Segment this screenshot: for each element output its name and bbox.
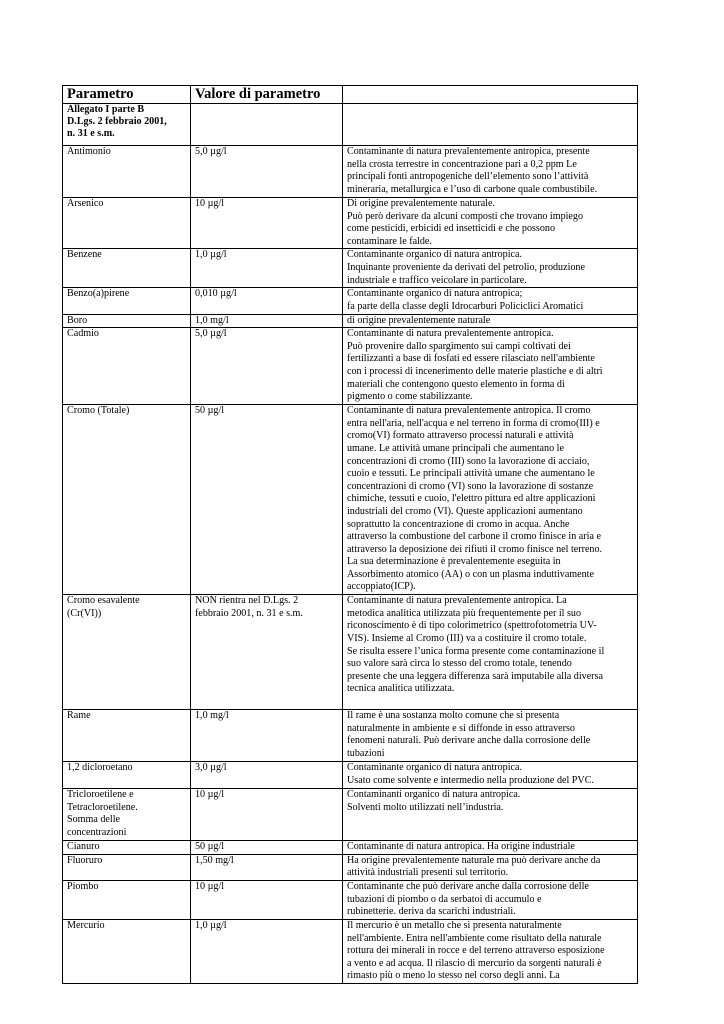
table-row [63, 919, 638, 983]
value-cell: 1,0 mg/l [191, 710, 343, 762]
description-cell: Contaminante organico di natura antropica. Inquinante proveniente da derivati del petrolio, produzione industriale e traffico veicolare in particolare. [343, 249, 638, 288]
parameter-cell: 1,2 dicloroetano [63, 762, 191, 789]
description-cell: di origine prevalentemente naturale [343, 314, 638, 328]
parameter-cell: Benzo(a)pirene [63, 288, 191, 314]
description-cell: Contaminante organico di natura antropica; fa parte della classe degli Idrocarburi Policiclici Aromatici [343, 288, 638, 314]
description-cell: Contaminante di natura antropica. Ha origine industriale [343, 841, 638, 855]
parameter-cell: Boro [63, 314, 191, 328]
table-row [63, 854, 638, 880]
parameter-cell: Cadmio [63, 328, 191, 405]
value-cell: 1,0 mg/l [191, 314, 343, 328]
parameter-cell: Fluoruro [63, 854, 191, 880]
header-parametro: Parametro [63, 86, 191, 104]
parameter-cell: Antimonio [63, 146, 191, 198]
value-cell: 5,0 µg/l [191, 328, 343, 405]
table-row [63, 880, 638, 919]
parameter-cell: Mercurio [63, 919, 191, 983]
table-row [63, 314, 638, 328]
parameter-cell: Tricloroetilene e Tetracloroetilene. Somma delle concentrazioni [63, 789, 191, 841]
value-cell: 10 µg/l [191, 789, 343, 841]
value-cell: 10 µg/l [191, 880, 343, 919]
description-cell: Ha origine prevalentemente naturale ma può derivare anche da attività industriali presenti sul territorio. [343, 854, 638, 880]
table-row [63, 595, 638, 710]
table-row [63, 146, 638, 198]
table-header-row [63, 86, 638, 104]
value-cell: 0,010 µg/l [191, 288, 343, 314]
parameter-cell: Cromo (Totale) [63, 405, 191, 595]
value-cell: 1,50 mg/l [191, 854, 343, 880]
value-cell: 1,0 µg/l [191, 249, 343, 288]
parameters-table [62, 85, 638, 984]
value-cell: 5,0 µg/l [191, 146, 343, 198]
description-cell: Contaminante di natura prevalentemente antropica. Può provenire dallo spargimento sui campi coltivati dei fertilizzanti a base di fosfati ed essere rilasciato nell'ambiente con i processi di incenerimento delle materie plastiche e di altri materiali che contengono questo elemento in forma di pigmento o come stabilizzante. [343, 328, 638, 405]
parameter-cell: Arsenico [63, 198, 191, 249]
table-row [63, 710, 638, 762]
subheader-empty-cell [343, 104, 638, 146]
subheader-legal-reference: Allegato I parte B D.Lgs. 2 febbraio 2001, n. 31 e s.m. [63, 104, 191, 146]
parameter-cell: Cromo esavalente (Cr(VI)) [63, 595, 191, 710]
table-row [63, 288, 638, 314]
description-cell: Il mercurio è un metallo che si presenta naturalmente nell'ambiente. Entra nell'ambiente come risultato della naturale rottura dei minerali in rocce e del terreno attraverso esposizione a vento e ad acqua. Il rilascio di mercurio da sorgenti naturali è rimasto più o meno lo stesso nel corso degli anni. La [343, 919, 638, 983]
description-cell: Il rame è una sostanza molto comune che si presenta naturalmente in ambiente e si diffonde in esso attraverso fenomeni naturali. Può derivare anche dalla corrosione delle tubazioni [343, 710, 638, 762]
description-cell: Contaminante di natura prevalentemente antropica, presente nella crosta terrestre in concentrazione pari a 0,2 ppm Le principali fonti antropogeniche dell’elemento sono l’attività mineraria, metallurgica e l’uso di carbone quale combustibile. [343, 146, 638, 198]
header-description [343, 86, 638, 104]
description-cell: Contaminante organico di natura antropica. Usato come solvente e intermedio nella produzione del PVC. [343, 762, 638, 789]
subheader-empty-cell [191, 104, 343, 146]
description-cell: Contaminanti organico di natura antropica. Solventi molto utilizzati nell’industria. [343, 789, 638, 841]
description-cell: Di origine prevalentemente naturale. Può però derivare da alcuni composti che trovano impiego come pesticidi, erbicidi ed insetticidi e che possono contaminare le falde. [343, 198, 638, 249]
description-cell: Contaminante di natura prevalentemente antropica. Il cromo entra nell'aria, nell'acqua e nel terreno in forma di cromo(III) e cromo(VI) formato attraverso processi naturali e attività umane. Le attività umane principali che aumentano le concentrazioni di cromo (III) sono la lavorazione di acciaio, cuoio e tessuti. Le principali attività umane che aumentano le concentrazioni di cromo (VI) sono la lavorazione di sostanze chimiche, tessuti e cuoio, l'elettro pittura ed altre applicazioni industriali del cromo (VI). Queste applicazioni aumentano soprattutto la concentrazione di cromo in acqua. Anche attraverso la combustione del carbone il cromo finisce in aria e attraverso la deposizione dei rifiuti il cromo finisce nel terreno. La sua determinazione è prevalentemente eseguita in Assorbimento atomico (AA) o con un plasma induttivamente accoppiato(ICP). [343, 405, 638, 595]
parameter-cell: Rame [63, 710, 191, 762]
table-row [63, 328, 638, 405]
parameter-cell: Cianuro [63, 841, 191, 855]
parameter-cell: Piombo [63, 880, 191, 919]
value-cell: 50 µg/l [191, 841, 343, 855]
table-row [63, 198, 638, 249]
value-cell: 1,0 µg/l [191, 919, 343, 983]
value-cell: 3,0 µg/l [191, 762, 343, 789]
parameter-cell: Benzene [63, 249, 191, 288]
value-cell: NON rientra nel D.Lgs. 2 febbraio 2001, n. 31 e s.m. [191, 595, 343, 710]
header-valore: Valore di parametro [191, 86, 343, 104]
table-row [63, 789, 638, 841]
table-row [63, 762, 638, 789]
description-cell: Contaminante di natura prevalentemente antropica. La metodica analitica utilizzata più frequentemente per il suo riconoscimento è di tipo colorimetrico (spettrofotometria UV- VIS). Insieme al Cromo (III) va a costituire il cromo totale. Se risulta essere l’unica forma presente come contaminazione il suo valore sarà circa lo stesso del cromo totale, tenendo presente che una leggera differenza sarà imputabile alla diversa tecnica analitica utilizzata. [343, 595, 638, 710]
table-row [63, 405, 638, 595]
table-row [63, 841, 638, 855]
table-row [63, 249, 638, 288]
value-cell: 50 µg/l [191, 405, 343, 595]
value-cell: 10 µg/l [191, 198, 343, 249]
table-subheader-row [63, 104, 638, 146]
description-cell: Contaminante che può derivare anche dalla corrosione delle tubazioni di piombo o da serbatoi di accumulo e rubinetterie. deriva da scarichi industriali. [343, 880, 638, 919]
